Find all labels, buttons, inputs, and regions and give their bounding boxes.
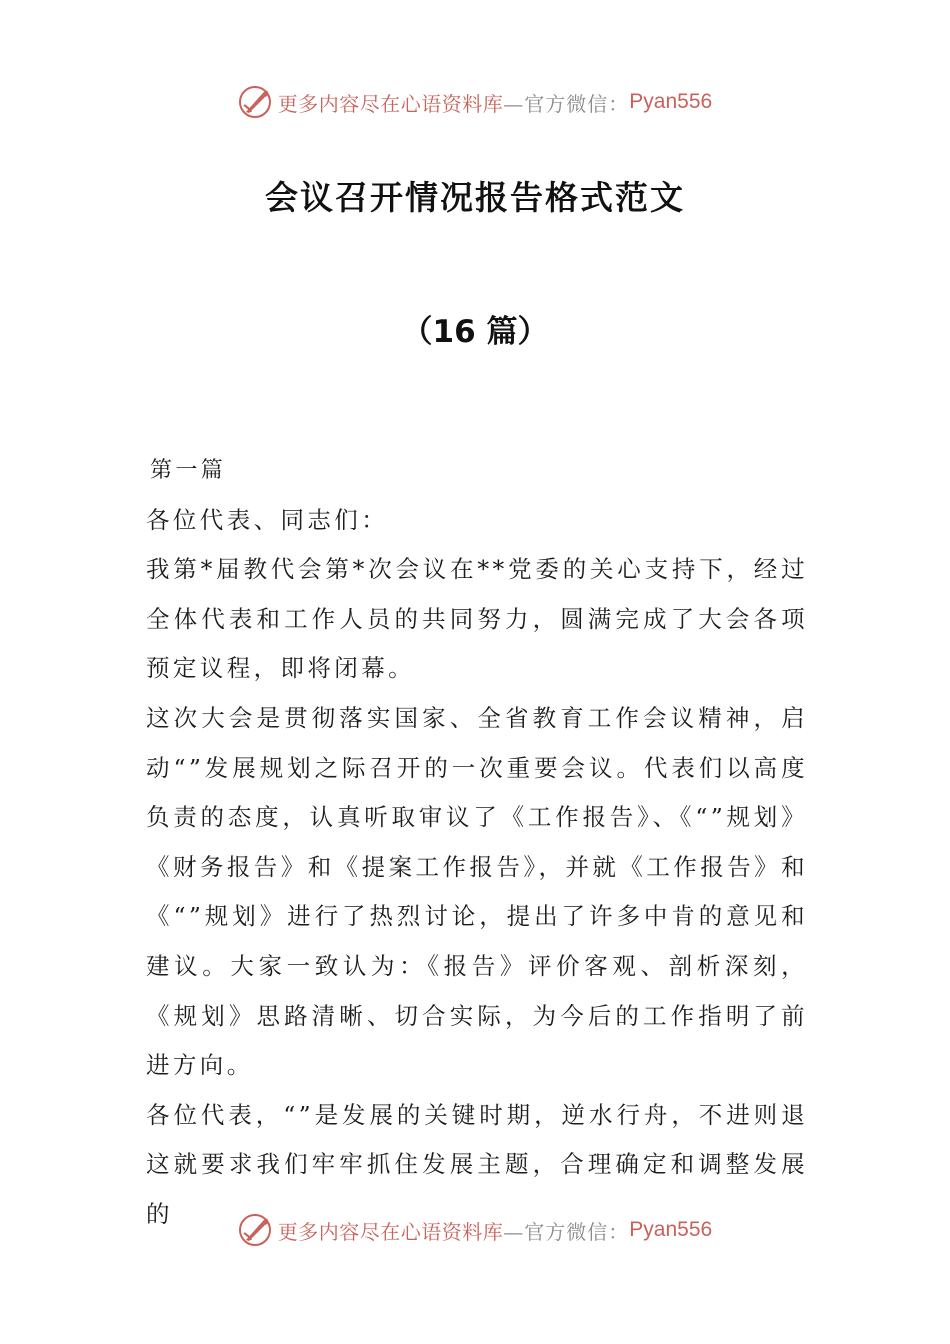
watermark-text: 更多内容尽在心语资料库	[277, 91, 504, 116]
document-subtitle: （16 篇）	[401, 314, 549, 350]
document-body	[146, 446, 808, 1240]
paragraph-salutation: 各位代表、同志们：	[146, 505, 389, 534]
watermark-wechat-id: Pyan556	[629, 90, 713, 113]
watermark-wechat-id: Pyan556	[629, 1218, 713, 1241]
watermark-banner-top	[0, 82, 950, 122]
quill-logo-icon	[238, 85, 272, 119]
watermark-banner-bottom	[0, 1210, 950, 1250]
watermark-wechat-label: —官方微信：	[503, 91, 630, 116]
paragraph: 各位代表，“”是发展的关键时期，逆水行舟，不进则退这就要求我们牢牢抓住发展主题，合理确定和调整发展的	[146, 1100, 808, 1228]
paragraph: 这次大会是贯彻落实国家、全省教育工作会议精神，启动“”发展规划之际召开的一次重要会议。代表们以高度负责的态度，认真听取审议了《工作报告》、《“”规划》《财务报告》和《提案工作报告》，并就《工作报告》和《“”规划》进行了热烈讨论，提出了许多中肯的意见和建议。大家一致认为：《报告》评价客观、剖析深刻，《规划》思路清晰、切合实际，为今后的工作指明了前进方向。	[146, 703, 808, 1080]
paragraph: 我第*届教代会第*次会议在**党委的关心支持下，经过全体代表和工作人员的共同努力，圆满完成了大会各项预定议程，即将闭幕。	[146, 555, 808, 683]
document-title: 会议召开情况报告格式范文	[265, 178, 685, 217]
quill-logo-icon	[238, 1213, 272, 1247]
watermark-wechat-label: —官方微信：	[503, 1219, 630, 1244]
section-heading: 第一篇	[150, 458, 227, 483]
watermark-text: 更多内容尽在心语资料库	[277, 1219, 504, 1244]
